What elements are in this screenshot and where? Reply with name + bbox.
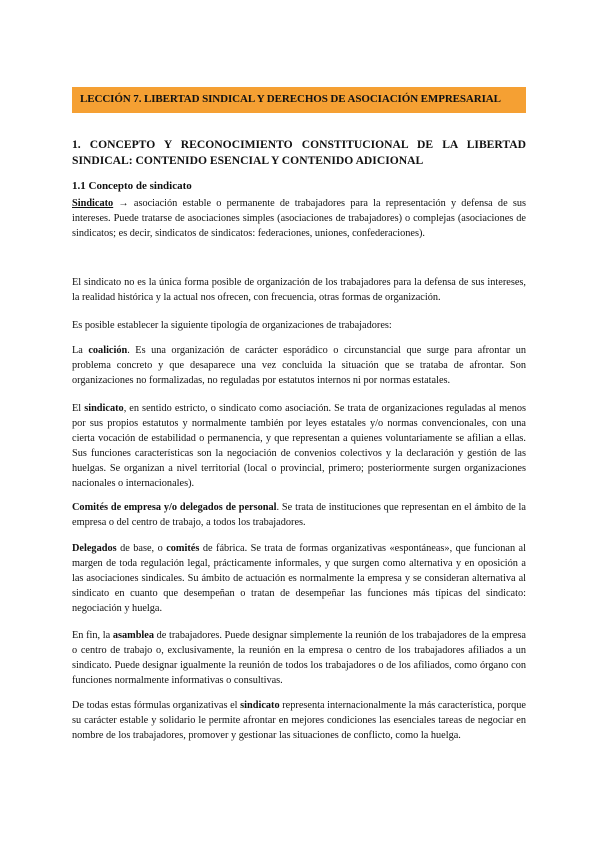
paragraph-coalicion [72,343,526,388]
paragraph-text: de fábrica. Se trata de formas organizativas «espontáneas», que funcionan al margen de toda regulación legal, prácticamente informales, y que surgen como alternativa y en oposición a las asociaciones sindicales. Su ámbito de actuación es normalmente la empresa y se consideran alternativa al sindicato en cuanto que desempeñan o tratan de desempeñar las funciones más típicas del sindicato: negociación y huelga. [72,543,526,614]
paragraph-text: Es posible establecer la siguiente tipología de organizaciones de trabajadores: [72,320,392,331]
paragraph-asamblea [72,628,526,688]
term-asamblea: asamblea [112,630,155,641]
paragraph-text: . Se trata de instituciones que representan en el ámbito de la empresa o del centro de trabajo, a todos los trabajadores. [72,502,526,528]
term-sindicato-strict: sindicato [84,403,124,414]
section-heading: 1. CONCEPTO Y RECONOCIMIENTO CONSTITUCIONAL DE LA LIBERTAD SINDICAL: CONTENIDO ESENCIAL Y CONTENIDO ADICIONAL [72,138,526,167]
paragraph-text: asociación estable o permanente de trabajadores para la representación y defensa de sus intereses. Puede tratarse de asociaciones simples (asociaciones de trabajadores) o complejas (asociaciones de sindicatos; es decir, sindicatos de sindicatos: federaciones, uniones, confederaciones). [72,198,526,239]
term-delegados: Delegados [72,543,117,554]
lesson-title: LECCIÓN 7. LIBERTAD SINDICAL Y DERECHOS DE ASOCIACIÓN EMPRESARIAL [72,87,526,113]
paragraph-text: de trabajadores. Puede designar simplemente la reunión de los trabajadores de la empresa o centro de trabajo o, exclusivamente, la reunión en la empresa o centro de los trabajadores afiliados a un sindicato. Puede designar igualmente la reunión de todos los trabajadores o de los afiliados, como órgano con funciones normalmente informativas o consultivas. [72,630,526,686]
paragraph-text: La [72,345,89,356]
paragraph-text: . Es una organización de carácter esporádico o circunstancial que surge para afrontar un problema concreto y que desaparece una vez concluida la situación que se trataba de afrontar. Son organizaciones no formalizadas, no reguladas por estatutos internos ni por normas estatales. [72,345,526,386]
term-sindicato-conclusion: sindicato [240,700,280,711]
term-sindicato: Sindicato [72,198,114,209]
paragraph-text: El [72,403,85,414]
paragraph-delegados-base [72,541,526,616]
arrow-glyph: → [113,198,134,209]
paragraph-text: , en sentido estricto, o sindicato como asociación. Se trata de organizaciones reguladas al menos por sus propios estatutos y normalmente también por leyes estatales y/o normas convencionales, con una cierta vocación de estabilidad o permanencia, y que representan a quienes voluntariamente se afilian a ellas. Sus funciones características son la negociación de convenios colectivos y la declaración y gestión de las huelgas. Se organizan a nivel territorial (local o provincial, primero; posteriormente surgen organizaciones nacionales o internacionales). [72,403,527,489]
subsection-heading: 1.1 Concepto de sindicato [72,180,192,192]
paragraph-text: De todas estas fórmulas organizativas el [72,700,241,711]
paragraph-sindicato-definition [72,196,526,241]
paragraph-typology-intro [72,318,526,333]
paragraph-text: de base, o [116,543,167,554]
paragraph-text: El sindicato no es la única forma posible de organización de los trabajadores para la defensa de sus intereses, la realidad histórica y la actual nos ofrecen, con frecuencia, otras formas de organización. [72,277,526,303]
term-coalicion: coalición [88,345,128,356]
paragraph-sindicato-strict [72,401,526,491]
paragraph-comites-empresa [72,500,526,530]
paragraph-other-forms [72,275,526,305]
paragraph-text: representa internacionalmente la más característica, porque su carácter estable y solidario le permite afrontar en mejores condiciones las esenciales tareas de negociar en nombre de los trabajadores, promover y gestionar las situaciones de conflicto, como la huelga. [72,700,526,741]
term-comites-empresa: Comités de empresa y/o delegados de personal [72,502,277,513]
paragraph-text: En fin, la [72,630,113,641]
paragraph-conclusion [72,698,526,743]
term-comites: comités [166,543,200,554]
